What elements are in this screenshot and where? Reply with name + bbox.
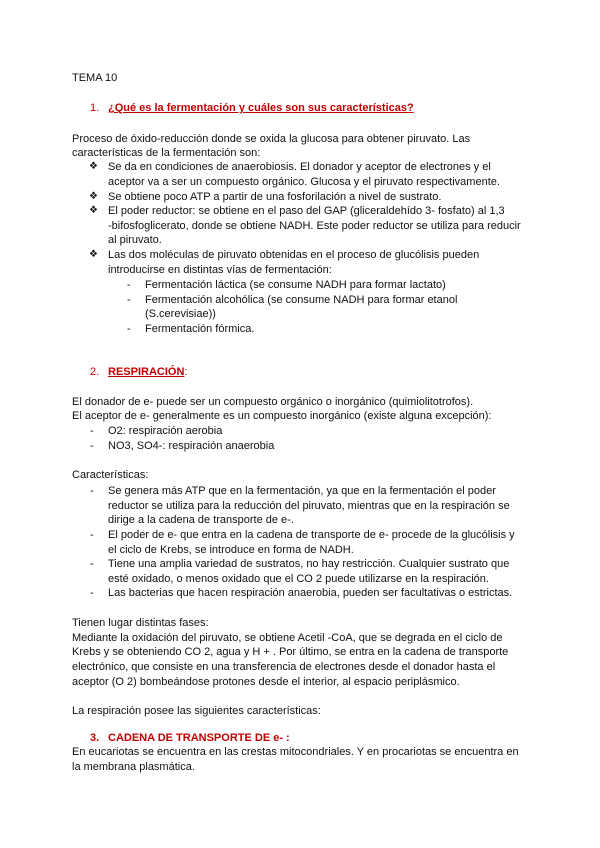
dash-bullet: - xyxy=(127,294,131,306)
s2-char-2-line-1: El poder de e- que entra en la cadena de transporte de e- procede de la glucólisis y xyxy=(108,529,515,541)
s1-bullet-4-line-2: introducirse en distintas vías de fermentación: xyxy=(108,264,332,276)
dash-bullet: - xyxy=(127,323,131,335)
s1-sub-2-line-2: (S.cerevisiae)) xyxy=(145,308,216,320)
s1-bullet-3-line-3: al piruvato. xyxy=(108,234,162,246)
s2-char-1-line-1: Se genera más ATP que en la fermentación, ya que en la fermentación el poder xyxy=(108,485,496,497)
s2-char-3-line-1: Tiene una amplia variedad de sustratos, no hay restricción. Cualquier sustrato que xyxy=(108,558,510,570)
s2-intro-line-1: El donador de e- puede ser un compuesto orgánico o inorgánico (quimiolitotrofos). xyxy=(72,396,474,408)
s2-phases-label: Tienen lugar distintas fases: xyxy=(72,617,209,629)
s1-bullet-1-line-1: Se da en condiciones de anaerobiosis. El donador y aceptor de electrones y el xyxy=(108,161,491,173)
dash-bullet: - xyxy=(127,279,131,291)
s1-bullet-1-line-2: aceptor va a ser un compuesto orgánico. Glucosa y el piruvato respectivamente. xyxy=(108,176,500,188)
section-2-heading-group xyxy=(108,365,187,379)
section-2-number: 2. xyxy=(90,366,100,378)
s2-phases-line-1: Mediante la oxidación del piruvato, se obtiene Acetil -CoA, que se degrada en el ciclo de xyxy=(72,632,503,644)
section-3-number: 3. xyxy=(90,732,100,744)
s2-intro-line-2: El aceptor de e- generalmente es un compuesto inorgánico (existe alguna excepción): xyxy=(72,410,492,422)
dash-bullet: - xyxy=(90,440,94,452)
s2-phases-line-4: aceptor (O 2) bombeándose protones desde el interior, al espacio periplásmico. xyxy=(72,676,460,688)
dash-bullet: - xyxy=(90,529,94,541)
section-2-heading: RESPIRACIÓN xyxy=(108,366,185,378)
dash-bullet: - xyxy=(90,558,94,570)
s1-bullet-3-line-1: El poder reductor: se obtiene en el paso del GAP (gliceraldehído 3- fosfato) al 1,3 xyxy=(108,205,505,217)
s2-acceptor-2: NO3, SO4-: respiración anaerobia xyxy=(108,440,275,452)
s3-text-line-2: la membrana plasmática. xyxy=(72,761,195,773)
s1-sub-3: Fermentación fórmica. xyxy=(145,323,255,335)
document-title: TEMA 10 xyxy=(72,72,118,84)
diamond-bullet-icon: ❖ xyxy=(89,249,98,260)
section-1-heading: ¿Qué es la fermentación y cuáles son sus características? xyxy=(108,102,414,114)
s2-char-1-line-3: dirige a la cadena de transporte de e-. xyxy=(108,514,294,526)
s1-bullet-2: Se obtiene poco ATP a partir de una fosforilación a nivel de sustrato. xyxy=(108,191,442,203)
s2-char-2-line-2: el ciclo de Krebs, se introduce en forma de NADH. xyxy=(108,544,354,556)
section-2-colon: : xyxy=(184,366,188,378)
s2-phases-line-2: Krebs y se obteniendo CO 2, agua y H + . Por último, se entra en la cadena de transporte xyxy=(72,646,509,658)
s1-bullet-4-line-1: Las dos moléculas de piruvato obtenidas en el proceso de glucólisis pueden xyxy=(108,249,480,261)
s2-acceptor-1: O2: respiración aerobia xyxy=(108,425,223,437)
s2-characteristics-label: Características: xyxy=(72,469,149,481)
s1-sub-2-line-1: Fermentación alcohólica (se consume NADH para formar etanol xyxy=(145,294,458,306)
s2-char-4: Las bacterias que hacen respiración anaerobia, pueden ser facultativas o estrictas. xyxy=(108,587,513,599)
s2-char-3-line-2: esté oxidado, o menos oxidado que el CO 2 puede utilizarse en la respiración. xyxy=(108,573,489,585)
section-1-number: 1. xyxy=(90,102,100,114)
s1-bullet-3-line-2: -bifosfoglicerato, donde se obtiene NADH. Este poder reductor se utiliza para reducir xyxy=(108,220,521,232)
diamond-bullet-icon: ❖ xyxy=(89,205,98,216)
s2-char-1-line-2: reductor se utiliza para la reducción del piruvato, mientras que en la respiración se xyxy=(108,500,510,512)
s2-respiration-characteristics: La respiración posee las siguientes características: xyxy=(72,705,321,717)
s3-text-line-1: En eucariotas se encuentra en las crestas mitocondriales. Y en procariotas se encuentra en xyxy=(72,746,519,758)
section-3-heading: CADENA DE TRANSPORTE DE e- : xyxy=(108,732,290,744)
dash-bullet: - xyxy=(90,587,94,599)
diamond-bullet-icon: ❖ xyxy=(89,161,98,172)
diamond-bullet-icon: ❖ xyxy=(89,191,98,202)
dash-bullet: - xyxy=(90,425,94,437)
s1-intro-line-1: Proceso de óxido-reducción donde se oxida la glucosa para obtener piruvato. Las xyxy=(72,133,471,145)
s2-phases-line-3: electrónico, que consiste en una transferencia de electrones desde el donador hasta el xyxy=(72,661,496,673)
s1-sub-1: Fermentación láctica (se consume NADH para formar lactato) xyxy=(145,279,446,291)
dash-bullet: - xyxy=(90,485,94,497)
s1-intro-line-2: características de la fermentación son: xyxy=(72,147,261,159)
